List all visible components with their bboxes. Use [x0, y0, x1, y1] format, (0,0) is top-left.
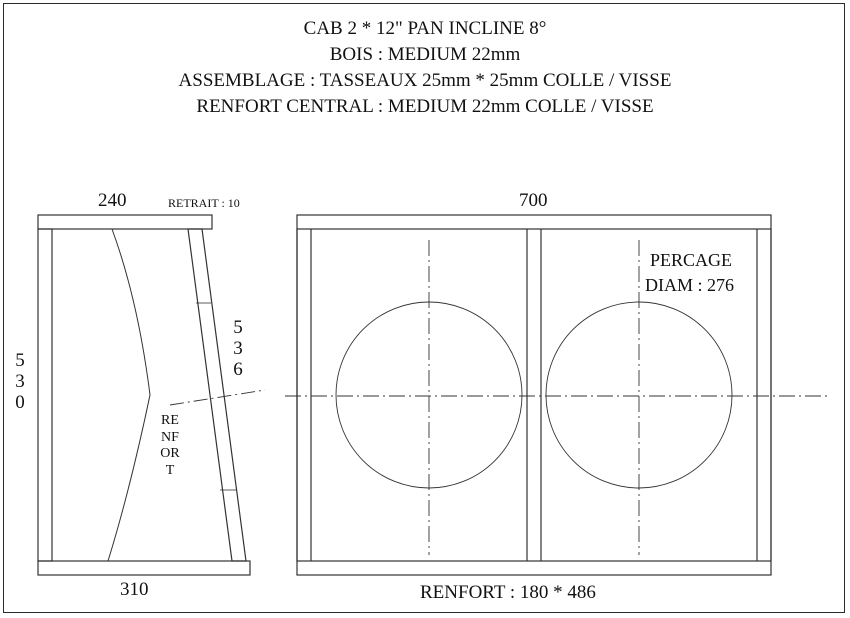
title-line-4: RENFORT CENTRAL : MEDIUM 22mm COLLE / VISSE — [196, 96, 654, 117]
side-back-panel — [38, 229, 52, 561]
side-bottom-panel — [38, 561, 250, 575]
dim-bottom-width: 310 — [120, 579, 149, 600]
percage-diameter: DIAM : 276 — [645, 275, 734, 295]
title-line-3: ASSEMBLAGE : TASSEAUX 25mm * 25mm COLLE / VISSE — [178, 70, 672, 91]
dim-retrait: RETRAIT : 10 — [168, 196, 240, 210]
dim-top-width: 240 — [98, 190, 127, 211]
side-view — [38, 215, 265, 575]
dim-slope-length: 5 3 6 — [233, 317, 243, 380]
title-line-2: BOIS : MEDIUM 22mm — [329, 44, 521, 65]
renfort-dimensions: RENFORT : 180 * 486 — [420, 582, 596, 603]
percage-label: PERCAGE — [650, 250, 733, 270]
side-top-panel — [38, 215, 212, 229]
title-line-1: CAB 2 * 12" PAN INCLINE 8° — [303, 18, 547, 39]
front-view — [285, 215, 828, 575]
dim-height: 5 3 0 — [15, 350, 25, 413]
dim-front-width: 700 — [519, 190, 548, 211]
side-renfort-curve — [108, 229, 150, 561]
renfort-label: RENFORT — [160, 413, 180, 478]
side-center-axis — [170, 390, 265, 405]
side-front-baffle — [188, 229, 246, 561]
